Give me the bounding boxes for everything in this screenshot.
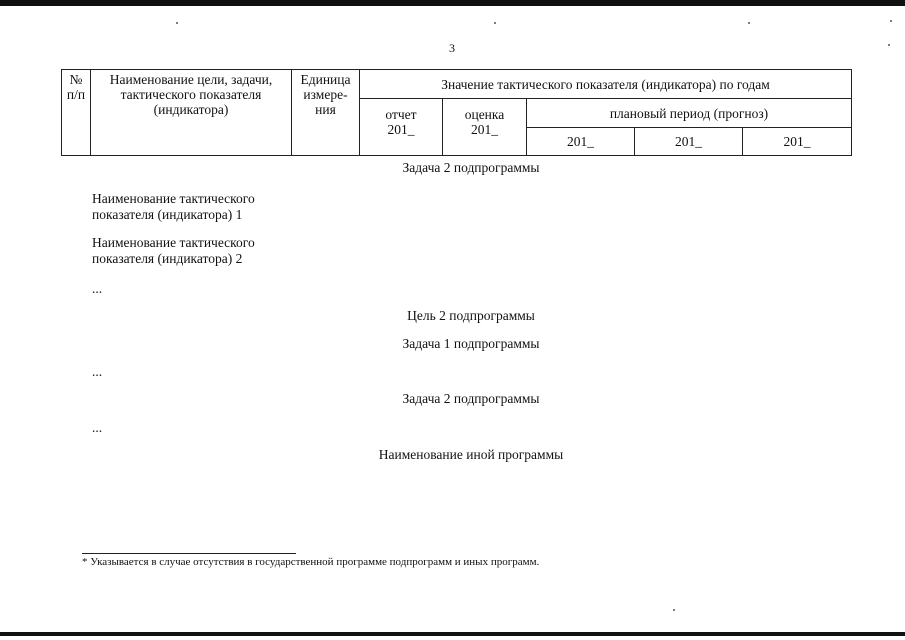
header-cell-values-by-year: Значение тактического показателя (индикатора) по годам: [360, 70, 852, 99]
indicator-2-line-1: Наименование тактического: [92, 235, 255, 250]
scan-border-top: [0, 0, 905, 6]
report-year: 201_: [387, 122, 415, 137]
section-heading-task2: Задача 2 подпрограммы: [402, 391, 540, 406]
header-cell-plan-year: 201_: [527, 128, 635, 156]
header-cell-plan-period: плановый период (прогноз): [527, 99, 852, 128]
indicator-table-header: [61, 69, 852, 156]
section-heading-task2: Задача 2 подпрограммы: [402, 160, 540, 175]
header-cell-estimate: [443, 99, 527, 156]
header-cell-report: [360, 99, 443, 156]
ellipsis: ...: [92, 420, 103, 435]
scan-speck: [888, 44, 890, 46]
header-cell-plan-year: 201_: [635, 128, 743, 156]
section-heading-task1: Задача 1 подпрограммы: [402, 336, 540, 351]
estimate-label: оценка: [464, 107, 505, 122]
indicator-1-line-2: показателя (индикатора) 1: [92, 207, 243, 222]
footnote: * Указывается в случае отсутствия в государственной программе подпрограмм и иных программ.: [82, 556, 540, 568]
scan-speck: [890, 20, 892, 22]
ellipsis: ...: [92, 281, 103, 296]
footnote-separator: [82, 553, 296, 554]
scan-speck: [176, 22, 178, 24]
scan-speck: [494, 22, 496, 24]
scan-speck: [673, 609, 675, 611]
estimate-year: 201_: [471, 122, 498, 137]
section-heading-goal2: Цель 2 подпрограммы: [407, 308, 535, 323]
header-cell-number: № п/п: [62, 70, 91, 156]
header-cell-plan-year: 201_: [743, 128, 852, 156]
header-cell-name: Наименование цели, задачи, тактического показателя (индикатора): [91, 70, 292, 156]
scan-speck: [748, 22, 750, 24]
indicator-1-line-1: Наименование тактического: [92, 191, 255, 206]
scan-border-bottom: [0, 632, 905, 636]
page-number: 3: [449, 41, 455, 55]
indicator-2-line-2: показателя (индикатора) 2: [92, 251, 243, 266]
report-label: отчет: [385, 107, 417, 122]
ellipsis: ...: [92, 364, 103, 379]
header-cell-unit: Единица измере-ния: [292, 70, 360, 156]
section-heading-other-program: Наименование иной программы: [378, 447, 564, 462]
